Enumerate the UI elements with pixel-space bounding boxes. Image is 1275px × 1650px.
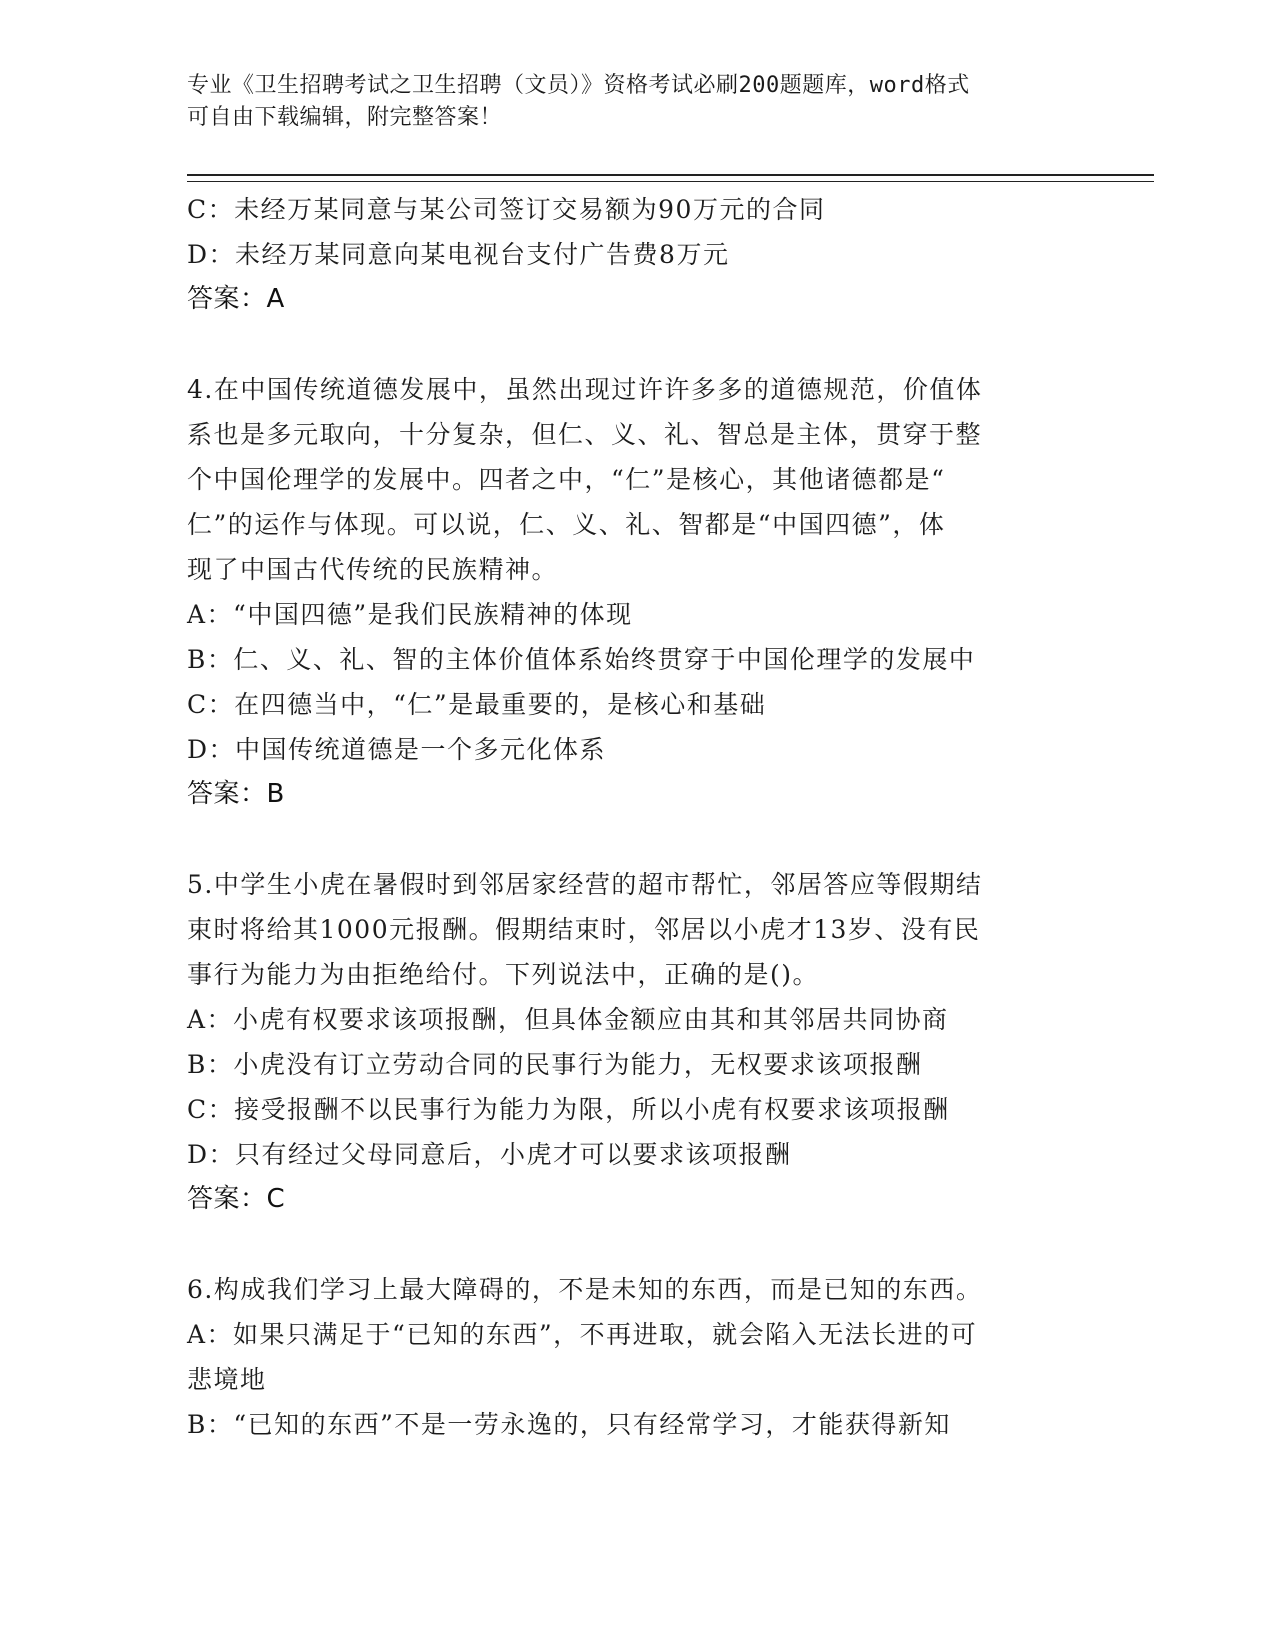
question-4-block xyxy=(187,367,1087,817)
question-content xyxy=(187,187,1087,1447)
q5-answer: 答案：C xyxy=(187,1184,286,1214)
q4-stem-line: 现了中国古代传统的民族精神。 xyxy=(187,555,559,584)
header-divider-thin xyxy=(187,181,1154,182)
question-5-block xyxy=(187,862,1087,1222)
q6-option-a-line-1: A：如果只满足于“已知的东西”，不再进取，就会陷入无法长进的可 xyxy=(187,1320,978,1349)
spacer xyxy=(187,322,1087,367)
question-6-block xyxy=(187,1267,1087,1447)
q4-option-b: B：仁、义、礼、智的主体价值体系始终贯穿于中国伦理学的发展中 xyxy=(187,645,976,674)
q4-answer: 答案：B xyxy=(187,779,285,809)
q3-answer: 答案：A xyxy=(187,284,285,314)
q5-option-c: C：接受报酬不以民事行为能力为限，所以小虎有权要求该项报酬 xyxy=(187,1095,950,1124)
q4-stem-line: 系也是多元取向，十分复杂，但仁、义、礼、智总是主体，贯穿于整 xyxy=(187,420,983,449)
header-title-line-2: 可自由下载编辑，附完整答案！ xyxy=(187,105,503,130)
q5-option-d: D：只有经过父母同意后，小虎才可以要求该项报酬 xyxy=(187,1140,792,1169)
q6-option-b: B：“已知的东西”不是一劳永逸的，只有经常学习，才能获得新知 xyxy=(187,1410,951,1439)
q4-stem-line: 4.在中国传统道德发展中，虽然出现过许许多多的道德规范，价值体 xyxy=(187,375,983,404)
header-title-line-1: 专业《卫生招聘考试之卫生招聘（文员）》资格考试必刷200题题库，word格式 xyxy=(187,73,970,98)
q3-option-c: C：未经万某同意与某公司签订交易额为90万元的合同 xyxy=(187,195,826,224)
q6-stem: 6.构成我们学习上最大障碍的，不是未知的东西，而是已知的东西。 xyxy=(187,1275,983,1304)
q4-option-c: C：在四德当中，“仁”是最重要的，是核心和基础 xyxy=(187,690,767,719)
question-3-block xyxy=(187,187,1087,322)
spacer xyxy=(187,1222,1087,1267)
q4-stem-line: 仁”的运作与体现。可以说，仁、义、礼、智都是“中国四德”，体 xyxy=(187,510,946,539)
q6-option-a-line-2: 悲境地 xyxy=(187,1365,267,1394)
header-divider-thick xyxy=(187,174,1154,176)
q4-option-a: A：“中国四德”是我们民族精神的体现 xyxy=(187,600,633,629)
spacer xyxy=(187,817,1087,862)
q5-option-b: B：小虎没有订立劳动合同的民事行为能力，无权要求该项报酬 xyxy=(187,1050,923,1079)
q5-stem-line: 5.中学生小虎在暑假时到邻居家经营的超市帮忙，邻居答应等假期结 xyxy=(187,870,983,899)
q4-stem-line: 个中国伦理学的发展中。四者之中，“仁”是核心，其他诸德都是“ xyxy=(187,465,946,494)
q4-option-d: D：中国传统道德是一个多元化体系 xyxy=(187,735,607,764)
q3-option-d: D：未经万某同意向某电视台支付广告费8万元 xyxy=(187,240,730,269)
q5-stem-line: 束时将给其1000元报酬。假期结束时，邻居以小虎才13岁、没有民 xyxy=(187,915,981,944)
q5-option-a: A：小虎有权要求该项报酬，但具体金额应由其和其邻居共同协商 xyxy=(187,1005,949,1034)
document-header xyxy=(187,70,1067,134)
q5-stem-line: 事行为能力为由拒绝给付。下列说法中，正确的是()。 xyxy=(187,960,820,989)
